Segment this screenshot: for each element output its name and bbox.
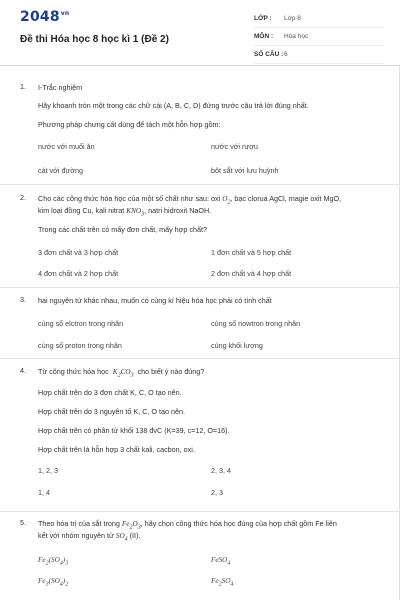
option-c[interactable]: 4 đơn chất và 2 hợp chất	[38, 269, 119, 278]
formula-kno3	[126, 207, 145, 218]
text-segment: kết với nhóm nguyên tử	[38, 531, 114, 540]
divider	[0, 358, 400, 359]
formula-part: O	[222, 195, 228, 203]
formula-part: K	[112, 368, 118, 376]
text-segment: Từ công thức hóa học	[38, 367, 109, 376]
option-b[interactable]: nước với rượu	[211, 142, 258, 151]
meta-value: 6	[284, 51, 288, 58]
meta-key: LỚP :	[254, 15, 272, 22]
question-number: 1.	[20, 82, 26, 91]
formula-subscript: 4	[59, 560, 63, 567]
formula-subscript: 2	[218, 581, 222, 588]
option-b[interactable]: 2, 3, 4	[211, 466, 231, 475]
formula-part: SO	[51, 556, 60, 564]
formula-part: SO	[115, 532, 125, 540]
option-c[interactable]: cùng số proton trong nhân	[38, 341, 122, 350]
exam-title: Đề thi Hóa học 8 học kì 1 (Đề 2)	[20, 34, 169, 45]
formula-subscript: 2	[227, 199, 231, 206]
option-b[interactable]: cùng số nowtron trong nhân	[211, 319, 301, 328]
formula-part: Fe	[38, 577, 46, 585]
meta-row-class	[254, 10, 384, 28]
option-c[interactable]: 1, 4	[38, 488, 50, 497]
formula-subscript: 4	[59, 581, 63, 588]
question-number: 2.	[20, 193, 26, 202]
question-number: 4.	[20, 366, 26, 375]
instruction-text: Hãy khoanh tròn một trong các chữ cái (A, B, C, D) đứng trước câu trả lời đúng nhất.	[38, 101, 309, 110]
text-segment: cho biết ý nào đúng?	[137, 367, 205, 376]
formula-subscript: 2	[129, 524, 133, 531]
meta-key: SỐ CÂU :	[254, 51, 284, 58]
site-logo[interactable]	[20, 9, 69, 25]
statement-3: Hợp chất trên có phân tử khối 138 đvC (K=39, c=12, O=16).	[38, 426, 230, 435]
divider	[0, 184, 400, 185]
formula-subscript: 3	[130, 372, 134, 379]
formula-subscript: 4	[124, 536, 128, 543]
formula-subscript: 2	[45, 560, 49, 567]
text-segment: Cho các công thức hóa học của một số chất như sau: oxi	[38, 194, 221, 203]
option-d[interactable]: cùng khối lượng	[211, 341, 263, 350]
formula-subscript: 3	[137, 524, 141, 531]
text-segment: , hãy chọn công thức hóa học đúng của hợp chất gồm Fe liên	[140, 519, 337, 528]
formula-part: Fe	[211, 577, 219, 585]
formula-so4	[115, 532, 128, 543]
question-text: hai nguyên tử khác nhau, muốn có cùng kí hiệu hóa học phải có tính chất	[38, 296, 272, 305]
question-text	[38, 366, 378, 381]
option-d[interactable]: 2, 3	[211, 488, 223, 497]
logo-text: 2048	[20, 9, 60, 25]
statement-1: Hợp chất trên do 3 đơn chất K, C, O tạo nên.	[38, 388, 182, 397]
formula-part: SO	[51, 577, 60, 585]
formula-fe2o3	[121, 520, 141, 531]
option-b[interactable]	[211, 554, 230, 569]
formula-part: Fe	[38, 556, 46, 564]
logo-suffix: vn	[60, 10, 70, 17]
meta-value: Lớp 8	[284, 15, 301, 22]
question-text-line2	[38, 530, 378, 545]
question-prompt: Trong các chất trên có mấy đơn chất, mấy hợp chất?	[38, 225, 207, 234]
option-d[interactable]	[211, 575, 233, 590]
formula-part: SO	[221, 577, 231, 585]
option-c[interactable]: cát với đường	[38, 166, 84, 175]
formula-subscript: 3	[65, 560, 69, 567]
formula-subscript: 4	[230, 581, 234, 588]
statement-4: Hợp chất trên là hỗn hợp 3 chất kali, cacbon, oxi.	[38, 445, 195, 454]
divider	[0, 287, 400, 288]
question-number: 3.	[20, 295, 26, 304]
text-segment: (II).	[129, 531, 141, 540]
option-d[interactable]: bột sắt với lưu huỳnh	[211, 166, 279, 175]
statement-2: Hợp chất trên do 3 nguyên tố K, C, O tạo nên.	[38, 407, 185, 416]
text-segment: kim loại đồng Cu, kali nitrat	[38, 206, 125, 215]
option-d[interactable]: 2 đơn chất và 4 hợp chất	[211, 269, 292, 278]
formula-subscript: 4	[227, 560, 231, 567]
question-number: 5.	[20, 518, 26, 527]
option-a[interactable]: nước với muối ăn	[38, 142, 95, 151]
text-segment: Theo hóa trị của sắt trong	[38, 519, 120, 528]
formula-part: KNO	[126, 207, 142, 215]
option-b[interactable]: 1 đơn chất và 5 hợp chất	[211, 248, 292, 257]
text-segment: , natri hidroxit NaOH.	[144, 206, 212, 215]
meta-row-count	[254, 46, 384, 64]
formula-part: CO	[120, 368, 131, 376]
formula-part: O	[132, 520, 138, 528]
text-segment: , bạc clorua AgCl, magie oxit MgO,	[230, 194, 342, 203]
question-text-line2	[38, 205, 378, 220]
formula-part: FeSO	[211, 556, 228, 564]
option-a[interactable]: 1, 2, 3	[38, 466, 58, 475]
divider	[0, 511, 400, 512]
option-a[interactable]: cùng số elctron trong nhân	[38, 319, 124, 328]
option-a[interactable]: $Fe_2(SO_4)_3$	[38, 556, 69, 567]
formula-subscript: 2	[65, 581, 69, 588]
meta-key: MÔN :	[254, 33, 274, 40]
exam-meta	[254, 10, 384, 64]
formula-subscript: 3	[45, 581, 49, 588]
question-text: Phương pháp chưng cất dùng để tách một hỗn hợp gồm:	[38, 120, 221, 129]
meta-row-subject	[254, 28, 384, 46]
option-a[interactable]: 3 đơn chất và 3 hợp chất	[38, 248, 119, 257]
formula-subscript: 3	[141, 211, 145, 218]
option-c[interactable]: $Fe_3(SO_4)_2$	[38, 577, 69, 588]
formula-part: Fe	[121, 520, 130, 528]
exam-header	[0, 0, 400, 66]
formula-k2co3	[112, 368, 134, 379]
section-title: I-Trắc nghiệm	[38, 83, 83, 92]
meta-value: Hóa học	[284, 33, 309, 40]
formula-subscript: 2	[117, 372, 121, 379]
